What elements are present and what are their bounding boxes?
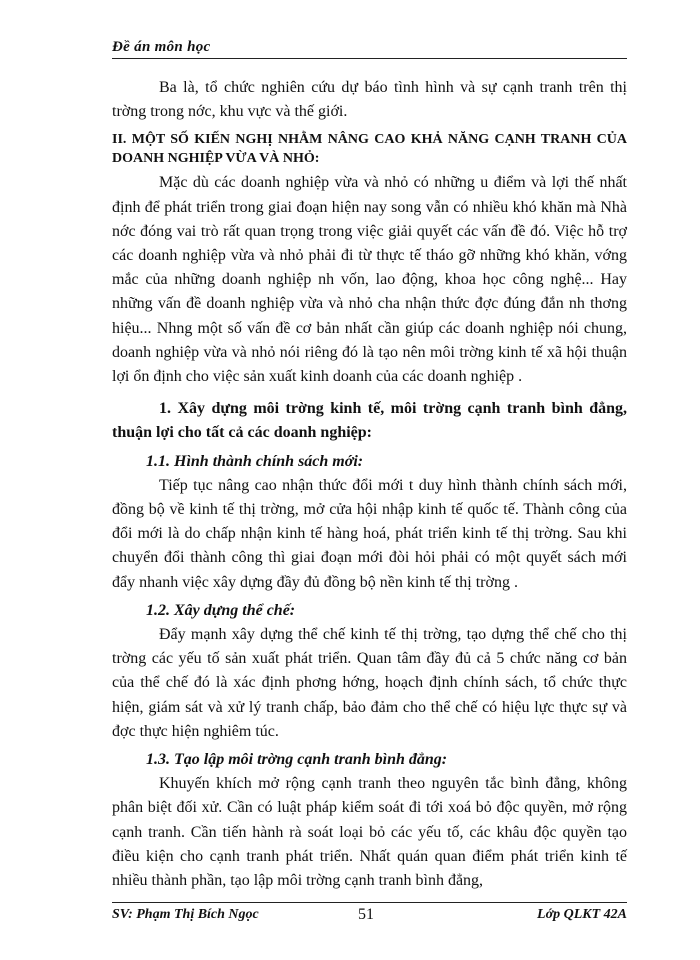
page-body <box>112 76 627 893</box>
page-footer <box>112 902 627 925</box>
paragraph-intro: Mặc dù các doanh nghiệp vừa và nhỏ có những u điểm và lợi thế nhất định để phát triển trong giai đoạn hiện nay song vẫn có nhiều khó khăn mà Nhà nớc đóng vai trò rất quan trọng trong việc giải quyết các vấn đề đó. Việc hỗ trợ các doanh nghiệp vừa và nhỏ phải đi từ thực tế tháo gỡ những khó khăn, vớng mắc của những doanh nghiệp nh vốn, lao động, khoa học công nghệ... Hay những vấn đề doanh nghiệp vừa và nhỏ cha nhận thức đợc đúng đắn nh thơng hiệu... Nhng một số vấn đề cơ bản nhất cần giúp các doanh nghiệp nói chung, doanh nghiệp vừa và nhỏ nói riêng đó là tạo nên môi trờng kinh tế xã hội thuận lợi ổn định cho việc sản xuất kinh doanh của các doanh nghiệp . <box>112 174 627 386</box>
heading-1-2: 1.2. Xây dựng thể chế: <box>146 601 296 619</box>
paragraph-1-1: Tiếp tục nâng cao nhận thức đổi mới t duy hình thành chính sách mới, đồng bộ về kinh tế thị trờng, mở cửa hội nhập kinh tế quốc tế. Thành công của đổi mới là do chấp nhận kinh tế hàng hoá, phát triển kinh tế thị trờng. Sau khi chuyển đổi thành công thì giai đoạn mới đòi hỏi phải có một quyết sách mới đẩy nhanh việc xây dựng đầy đủ đồng bộ nền kinh tế thị trờng . <box>112 476 627 591</box>
header-title: Đề án môn học <box>112 39 211 55</box>
heading-1-1: 1.1. Hình thành chính sách mới: <box>146 452 364 470</box>
paragraph-1-2: Đẩy mạnh xây dựng thể chế kinh tế thị trờng, tạo dựng thể chế cho thị trờng các yếu tố sản xuất phát triển. Quan tâm đầy đủ cả 5 chức năng cơ bản của thể chế đó là xác định phơng hớng, hoạch định chính sách, tổ chức thực hiện, giám sát và xử lý tranh chấp, bảo đảm cho thể chế có hiệu lực thực sự và đợc thực hiện nghiêm túc. <box>112 626 627 740</box>
heading-1-3: 1.3. Tạo lập môi trờng cạnh tranh bình đẳng: <box>146 751 448 769</box>
section-heading-ii: II. MỘT SỐ KIẾN NGHỊ NHẰM NÂNG CAO KHẢ NĂNG CẠNH TRANH CỦA DOANH NGHIỆP VỪA VÀ NHỎ: <box>112 132 627 167</box>
paragraph-ba-la: Ba là, tổ chức nghiên cứu dự báo tình hình và sự cạnh tranh trên thị trờng trong nớc, khu vực và thế giới. <box>112 79 627 121</box>
page-header <box>112 38 627 59</box>
footer-class: Lớp QLKT 42A <box>537 907 627 922</box>
heading-1: 1. Xây dựng môi trờng kinh tế, môi trờng cạnh tranh bình đẳng, thuận lợi cho tất cả các doanh nghiệp: <box>112 400 627 442</box>
page-number: 51 <box>358 906 374 923</box>
footer-author: SV: Phạm Thị Bích Ngọc <box>112 907 259 922</box>
paragraph-1-3: Khuyến khích mở rộng cạnh tranh theo nguyên tắc bình đẳng, không phân biệt đối xử. Cần có luật pháp kiểm soát đi tới xoá bỏ độc quyền, mở rộng cạnh tranh. Cần tiến hành rà soát loại bỏ các yếu tố, các khâu độc quyền tạo điều kiện cho cạnh tranh phát triển. Nhất quán quan điểm phát triển kinh tế nhiều thành phần, tạo lập môi trờng cạnh tranh bình đẳng, <box>112 775 627 890</box>
